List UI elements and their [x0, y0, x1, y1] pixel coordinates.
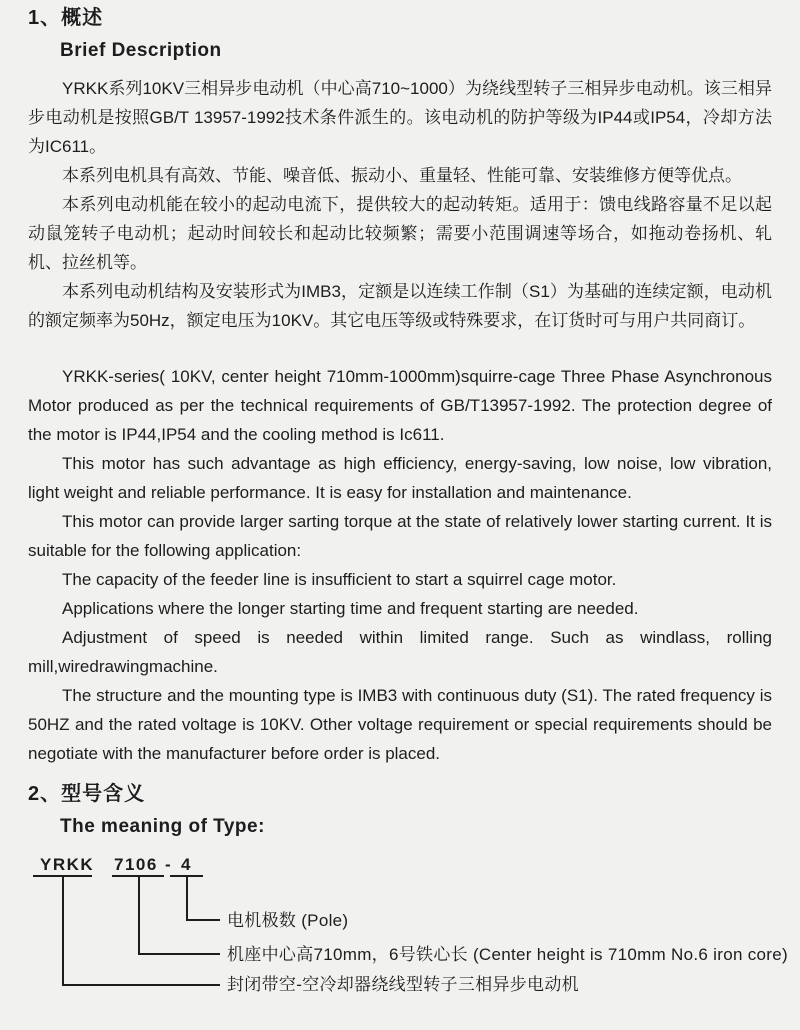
- diagram-label-pole: 电机极数 (Pole): [227, 911, 349, 930]
- paragraph-cn-2: 本系列电机具有高效、节能、噪音低、振动小、重量轻、性能可靠、安装维修方便等优点。: [62, 166, 742, 185]
- type-code-frame: 7106: [114, 855, 158, 874]
- type-designation-diagram: [28, 850, 788, 997]
- paragraph-en-5: Applications where the longer starting time and frequent starting are needed.: [62, 599, 639, 618]
- paragraph-en-4: The capacity of the feeder line is insufficient to start a squirrel cage motor.: [62, 570, 617, 589]
- section2-title-cn: 2、型号含义: [28, 783, 146, 805]
- section1-title-cn: 1、概述: [28, 7, 104, 29]
- paragraph-en-7: The structure and the mounting type is IMB3 with continuous duty (S1). The rated frequency is 50HZ and the rated voltage is 10KV. Other voltage requirement or special requirements should be negotiate with the manufacturer before order is placed.: [28, 686, 772, 763]
- paragraph-en-3: This motor can provide larger sarting torque at the state of relatively lower starting current. It is suitable for the following application:: [28, 512, 772, 560]
- callout-line-pole-vertical: [186, 875, 188, 921]
- diagram-label-frame: 机座中心高710mm，6号铁心长 (Center height is 710mm No.6 iron core): [227, 945, 788, 964]
- paragraph-cn-3: 本系列电动机能在较小的起动电流下，提供较大的起动转矩。适用于：馈电线路容量不足以起动鼠笼转子电动机；起动时间较长和起动比较频繁；需要小范围调速等场合，如拖动卷扬机、轧机、拉丝机等。: [28, 195, 772, 272]
- callout-line-series-vertical: [62, 875, 64, 986]
- paragraph-cn-1: YRKK系列10KV三相异步电动机（中心高710~1000）为绕线型转子三相异步电动机。该三相异步电动机是按照GB/T 13957-1992技术条件派生的。该电动机的防护等级为IP44或IP54，冷却方法为IC611。: [28, 79, 772, 156]
- diagram-label-series: 封闭带空-空冷却器绕线型转子三相异步电动机: [227, 975, 579, 994]
- paragraph-en-1: YRKK-series( 10KV, center height 710mm-1000mm)squirre-cage Three Phase Asynchronous Motor produced as per the technical requirements of GB/T13957-1992. The protection degree of the motor is IP44,IP54 and the cooling method is Ic611.: [28, 367, 772, 444]
- type-code-series: YRKK: [40, 855, 95, 874]
- callout-line-frame-vertical: [138, 875, 140, 955]
- callout-line-frame-horizontal: [138, 953, 220, 955]
- section2-title-en: The meaning of Type:: [60, 816, 265, 837]
- paragraph-en-2: This motor has such advantage as high efficiency, energy-saving, low noise, low vibration, light weight and reliable performance. It is easy for installation and maintenance.: [28, 454, 772, 502]
- callout-line-pole-horizontal: [186, 919, 220, 921]
- type-code-pole: 4: [181, 855, 192, 874]
- section1-title-en: Brief Description: [60, 40, 222, 61]
- callout-line-series-horizontal: [62, 984, 220, 986]
- type-code-dash: -: [165, 855, 173, 874]
- paragraph-en-6: Adjustment of speed is needed within limited range. Such as windlass, rolling mill,wiredrawingmachine.: [28, 628, 772, 676]
- paragraph-cn-4: 本系列电动机结构及安装形式为IMB3，定额是以连续工作制（S1）为基础的连续定额，电动机的额定频率为50Hz，额定电压为10KV。其它电压等级或特殊要求，在订货时可与用户共同商订。: [28, 282, 772, 330]
- section-spacer: [28, 335, 772, 362]
